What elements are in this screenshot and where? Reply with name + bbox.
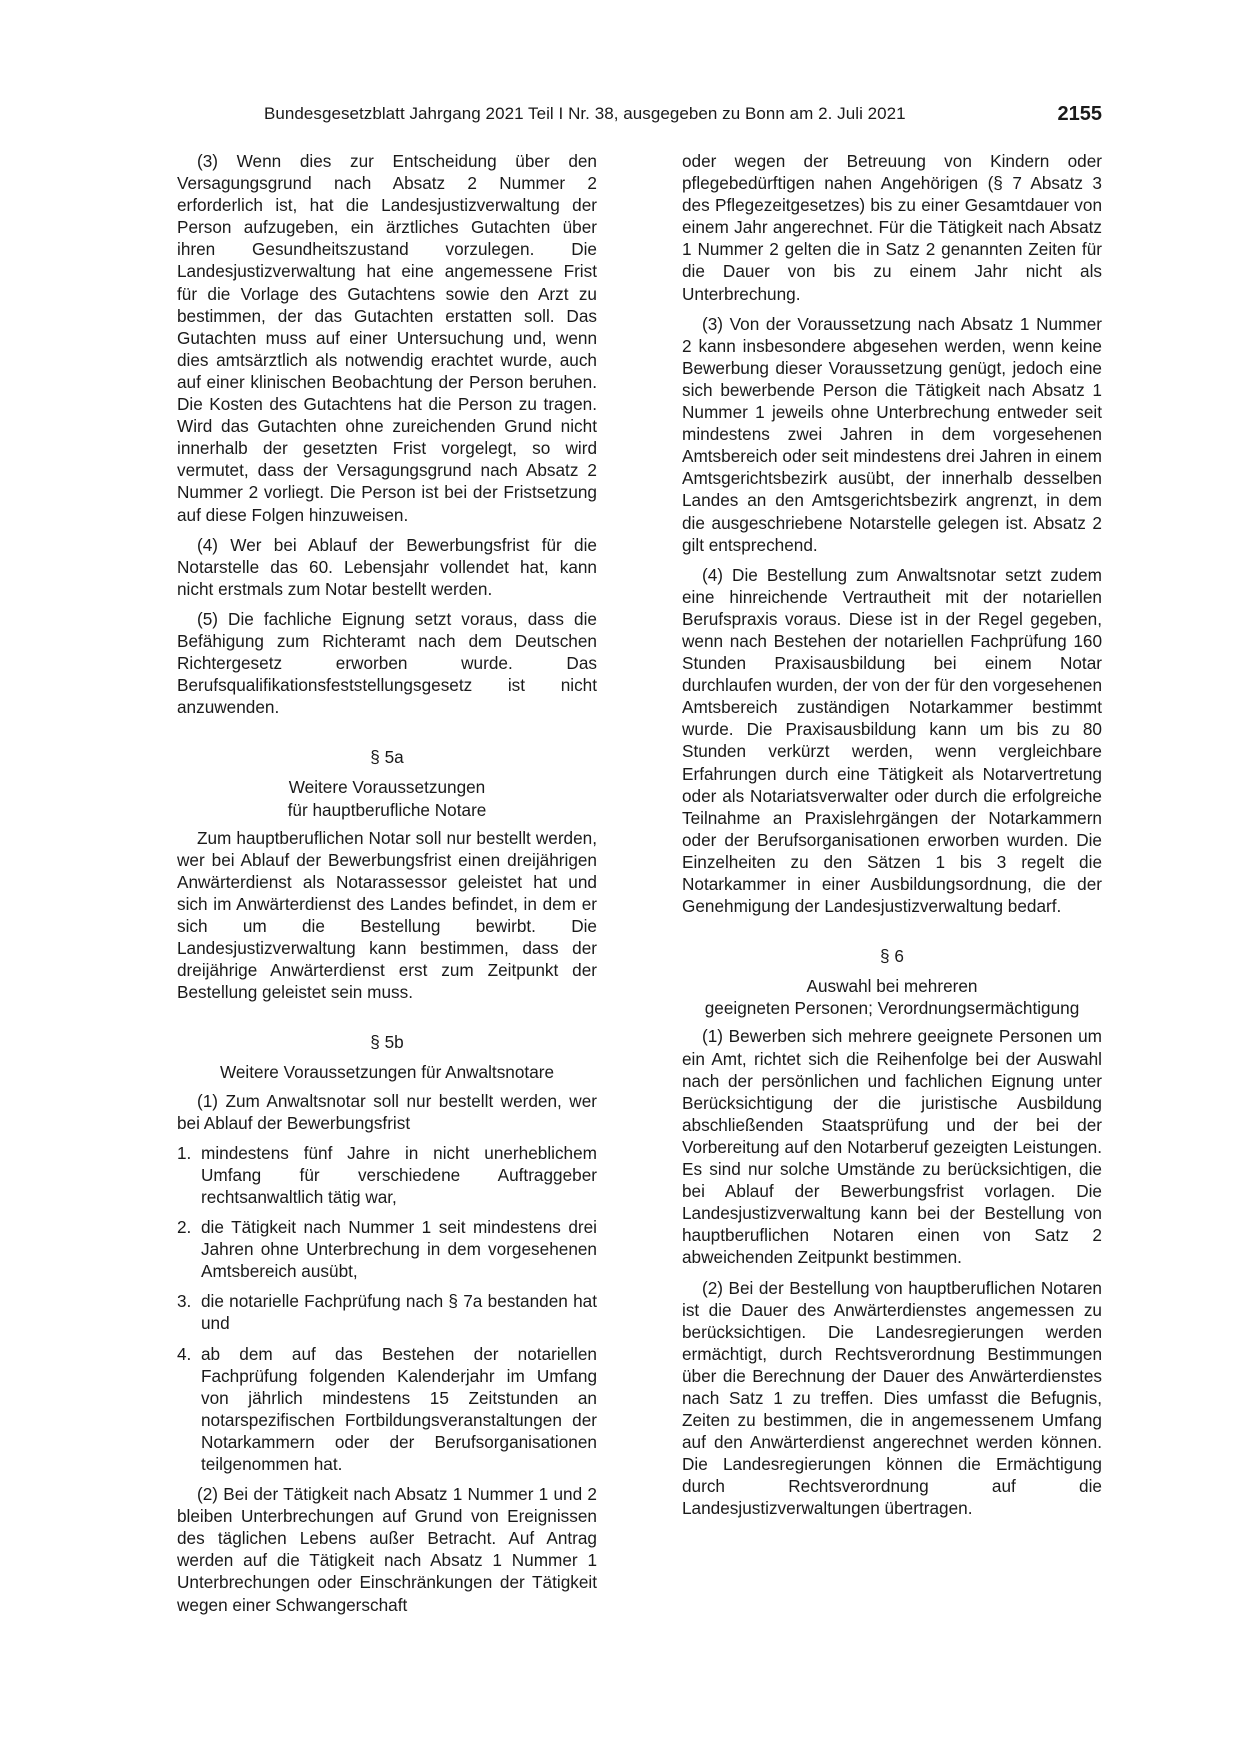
paragraph-absatz-3: (3) Wenn dies zur Entscheidung über den Versagungsgrund nach Absatz 2 Nummer 2 erforderlich ist, hat die Landesjustizverwaltung der Person aufzugeben, ein ärztliches Gutachten über ihren Gesundheitszustand vorzulegen. Die Landesjustizverwaltung hat eine angemessene Frist für die Vorlage des Gutachtens sowie den Arzt zu bestimmen, der das Gutachten erstatten soll. Das Gutachten muss auf einer Untersuchung und, wenn dies amtsärztlich als notwendig erachtet wurde, auch auf einer klinischen Beobachtung der Person beruhen. Die Kosten des Gutachtens hat die Person zu tragen. Wird das Gutachten ohne zureichenden Grund nicht innerhalb der gesetzten Frist vorgelegt, so wird vermutet, dass der Versagungsgrund nach Absatz 2 Nummer 2 vorliegt. Die Person ist bei der Fristsetzung auf diese Folgen hinzuweisen. <box>177 151 597 525</box>
page-header <box>264 100 1102 128</box>
list-item-number: 2. <box>177 1217 192 1238</box>
left-column <box>177 150 597 1624</box>
section-number-6: § 6 <box>880 946 904 967</box>
list-item <box>177 1216 597 1282</box>
list-item-text: mindestens fünf Jahre in nicht unerheblichem Umfang für verschiedene Auftraggeber rechtsanwaltlich tätig war, <box>201 1142 597 1207</box>
section-title-5a-line-1: Weitere Voraussetzungen <box>288 777 486 798</box>
section-number-5b: § 5b <box>370 1032 404 1053</box>
list-item-number: 3. <box>177 1291 192 1312</box>
section-5b-list <box>177 1142 597 1475</box>
section-5a-paragraph: Zum hauptberuflichen Notar soll nur bestellt werden, wer bei Ablauf der Bewerbungsfrist einen dreijährigen Anwärterdienst als Notarassessor geleistet hat und sich im Anwärterdienst des Landes befindet, in dem er sich um die Bestellung bewirbt. Die Landesjustizverwaltung kann bestimmen, dass der dreijährige Anwärterdienst erst zum Zeitpunkt der Bestellung geleistet sein muss. <box>177 827 597 1003</box>
section-title-5a <box>177 776 597 820</box>
list-item-text: die notarielle Fachprüfung nach § 7a bestanden hat und <box>201 1291 597 1334</box>
list-item-number: 1. <box>177 1142 192 1163</box>
section-6-absatz-1: (1) Bewerben sich mehrere geeignete Personen um ein Amt, richtet sich die Reihenfolge bei der Auswahl nach der persönlichen und fachlichen Eignung unter Berücksichtigung der die juristische Ausbildung abschließenden Staatsprüfung und der bei der Vorbereitung auf den Notarberuf gezeigten Leistungen. Es sind nur solche Umstände zu berücksichtigen, die bei Ablauf der Bewerbungsfrist vorlagen. Die Landesjustizverwaltung kann bei der Bestellung von hauptberuflichen Notaren einen von Satz 2 abweichenden Zeitpunkt bestimmen. <box>682 1026 1102 1268</box>
section-5b-absatz-4: (4) Die Bestellung zum Anwaltsnotar setzt zudem eine hinreichende Vertrautheit mit der notariellen Berufspraxis voraus. Diese ist in der Regel gegeben, wenn nach Bestehen der notariellen Fachprüfung 160 Stunden Praxisausbildung bei einem Notar durchlaufen wurden, der von der für den vorgesehenen Amtsbereich zuständigen Notarkammer bestimmt wurde. Die Praxisausbildung kann um bis zu 80 Stunden verkürzt werden, wenn vergleichbare Erfahrungen durch eine Tätigkeit als Notarvertretung oder als Notariatsverwalter oder durch die erfolgreiche Teilnahme an Praxislehrgängen der Notarkammern oder der Berufsorganisationen erworben wurden. Die Einzelheiten zu den Sätzen 1 bis 3 regelt die Notarkammer in einer Ausbildungsordnung, die der Genehmigung der Landesjustizverwaltung bedarf. <box>682 564 1102 917</box>
section-title-6-line-2: geeigneten Personen; Verordnungsermächtigung <box>704 998 1080 1019</box>
right-column <box>682 150 1102 1528</box>
section-title-6-line-1: Auswahl bei mehreren <box>806 976 978 997</box>
section-title-6 <box>682 975 1102 1019</box>
gazette-title: Bundesgesetzblatt Jahrgang 2021 Teil I Nr. 38, ausgegeben zu Bonn am 2. Juli 2021 <box>264 104 906 123</box>
section-title-5a-line-2: für hauptberufliche Notare <box>287 799 487 820</box>
paragraph-continuation: oder wegen der Betreuung von Kindern oder pflegebedürftigen nahen Angehörigen (§ 7 Absatz 3 des Pflegezeitgesetzes) bis zu einer Gesamtdauer von einem Jahr angerechnet. Für die Tätigkeit nach Absatz 1 Nummer 2 gelten die in Satz 2 genannten Zeiten für die Dauer von bis zu einem Jahr nicht als Unterbrechung. <box>682 151 1102 304</box>
section-5b-absatz-3: (3) Von der Voraussetzung nach Absatz 1 Nummer 2 kann insbesondere abgesehen werden, wenn keine Bewerbung dieser Voraussetzung genügt, jedoch eine sich bewerbende Person die Tätigkeit nach Absatz 1 Nummer 1 jeweils ohne Unterbrechung entweder seit mindestens zwei Jahren in dem vorgesehenen Amtsbereich oder seit mindestens drei Jahren in einem Amtsgerichtsbezirk ausübt, der innerhalb desselben Landes an den Amtsgerichtsbezirk angrenzt, in dem die ausgeschriebene Notarstelle gelegen ist. Absatz 2 gilt entsprechend. <box>682 313 1102 555</box>
list-item <box>177 1142 597 1208</box>
list-item-text: ab dem auf das Bestehen der notariellen Fachprüfung folgenden Kalenderjahr im Umfang von jährlich mindestens 15 Zeitstunden an notarspezifischen Fortbildungsveranstaltungen der Notarkammern oder der Berufsorganisationen teilgenommen hat. <box>201 1343 597 1474</box>
section-5b-absatz-2: (2) Bei der Tätigkeit nach Absatz 1 Nummer 1 und 2 bleiben Unterbrechungen auf Grund von Ereignissen des täglichen Lebens außer Betracht. Auf Antrag werden auf die Tätigkeit nach Absatz 1 Nummer 1 Unterbrechungen oder Einschränkungen der Tätigkeit wegen einer Schwangerschaft <box>177 1484 597 1615</box>
list-item <box>177 1290 597 1334</box>
list-item <box>177 1343 597 1476</box>
page-number: 2155 <box>1057 103 1102 125</box>
section-5b-absatz-1: (1) Zum Anwaltsnotar soll nur bestellt werden, wer bei Ablauf der Bewerbungsfrist <box>177 1090 597 1133</box>
section-title-5b: Weitere Voraussetzungen für Anwaltsnotare <box>219 1062 555 1083</box>
list-item-number: 4. <box>177 1343 192 1364</box>
section-number-5a: § 5a <box>370 747 404 768</box>
list-item-text: die Tätigkeit nach Nummer 1 seit mindestens drei Jahren ohne Unterbrechung in dem vorgesehenen Amtsbereich ausübt, <box>201 1217 597 1282</box>
section-6-absatz-2: (2) Bei der Bestellung von hauptberuflichen Notaren ist die Dauer des Anwärterdienstes angemessen zu berücksichtigen. Die Landesregierungen werden ermächtigt, durch Rechtsverordnung Bestimmungen über die Berechnung der Dauer des Anwärterdienstes nach Satz 1 zu treffen. Dies umfasst die Befugnis, Zeiten zu bestimmen, die in angemessenem Umfang auf den Anwärterdienst angerechnet werden können. Die Landesregierungen können die Ermächtigung durch Rechtsverordnung auf die Landesjustizverwaltungen übertragen. <box>682 1277 1102 1519</box>
paragraph-absatz-5: (5) Die fachliche Eignung setzt voraus, dass die Befähigung zum Richteramt nach dem Deutschen Richtergesetz erworben wurde. Das Berufsqualifikationsfeststellungsgesetz ist nicht anzuwenden. <box>177 608 597 718</box>
paragraph-absatz-4: (4) Wer bei Ablauf der Bewerbungsfrist für die Notarstelle das 60. Lebensjahr vollendet hat, kann nicht erstmals zum Notar bestellt werden. <box>177 534 597 599</box>
